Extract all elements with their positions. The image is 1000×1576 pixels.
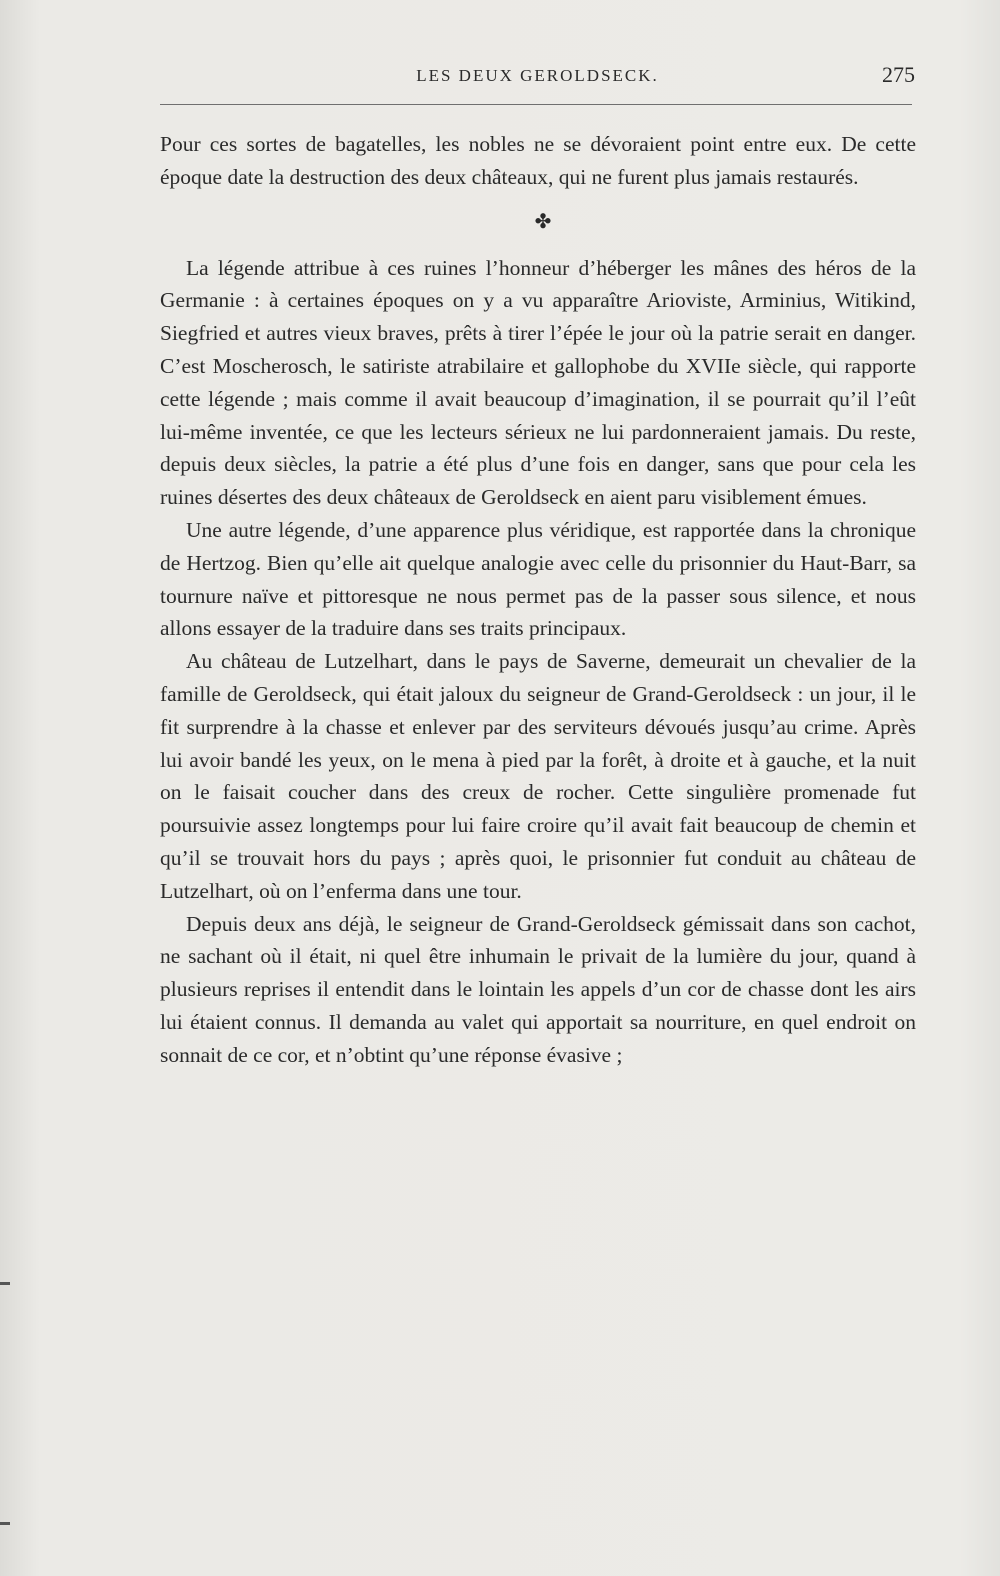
scan-edge-mark	[0, 1282, 10, 1285]
header-rule	[160, 104, 912, 105]
page-body	[160, 128, 916, 1072]
running-title: LES DEUX GEROLDSECK.	[416, 66, 659, 85]
paragraph: Une autre légende, d’une apparence plus véridique, est rapportée dans la chronique de Hertzog. Bien qu’elle ait quelque analogie avec celle du prisonnier du Haut-Barr, sa tournure naïve et pittoresque ne nous permet pas de la passer sous silence, et nous allons essayer de la traduire dans ses traits principaux.	[160, 517, 916, 641]
paragraph: La légende attribue à ces ruines l’honneur d’héberger les mânes des héros de la Germanie : à certaines époques on y a vu apparaître Arioviste, Arminius, Witikind, Siegfried et autres vieux braves, prêts à tirer l’épée le jour où la patrie serait en danger. C’est Moscherosch, le satiriste atrabilaire et gallophobe du XVIIe siècle, qui rapporte cette légende ; mais comme il avait beaucoup d’imagination, il se pourrait qu’il l’eût lui-même inventée, ce que les lecteurs sérieux ne lui pardonneraient jamais. Du reste, depuis deux siècles, la patrie a été plus d’une fois en danger, sans que pour cela les ruines désertes des deux châteaux de Geroldseck en aient paru visiblement émues.	[160, 255, 916, 510]
paragraph: Au château de Lutzelhart, dans le pays de Saverne, demeurait un chevalier de la famille de Geroldseck, qui était jaloux du seigneur de Grand-Geroldseck : un jour, il le fit surprendre à la chasse et enlever par des serviteurs dévoués jusqu’au crime. Après lui avoir bandé les yeux, on le mena à pied par la forêt, à droite et à gauche, et la nuit on le faisait coucher dans des creux de rocher. Cette singulière promenade fut poursuivie assez longtemps pour lui faire croire qu’il avait fait beaucoup de chemin et qu’il se trouvait hors du pays ; après quoi, le prisonnier fut conduit au château de Lutzelhart, où on l’enferma dans une tour.	[160, 649, 916, 903]
scan-edge-mark	[0, 1522, 10, 1525]
paragraph: Depuis deux ans déjà, le seigneur de Grand-Geroldseck gémissait dans son cachot, ne sachant où il était, ni quel être inhumain le privait de la lumière du jour, quand à plusieurs reprises il entendit dans le lointain les appels d’un cor de chasse dont les airs lui étaient connus. Il demanda au valet qui apportait sa nourriture, en quel endroit on sonnait de ce cor, et n’obtint qu’une réponse évasive ;	[160, 911, 916, 1067]
page-number: 275	[882, 62, 915, 87]
page-header	[160, 62, 915, 92]
paragraph: Pour ces sortes de bagatelles, les nobles ne se dévoraient point entre eux. De cette époque date la destruction des deux châteaux, qui ne furent plus jamais restaurés.	[160, 132, 916, 189]
section-ornament: ✤	[534, 210, 552, 233]
